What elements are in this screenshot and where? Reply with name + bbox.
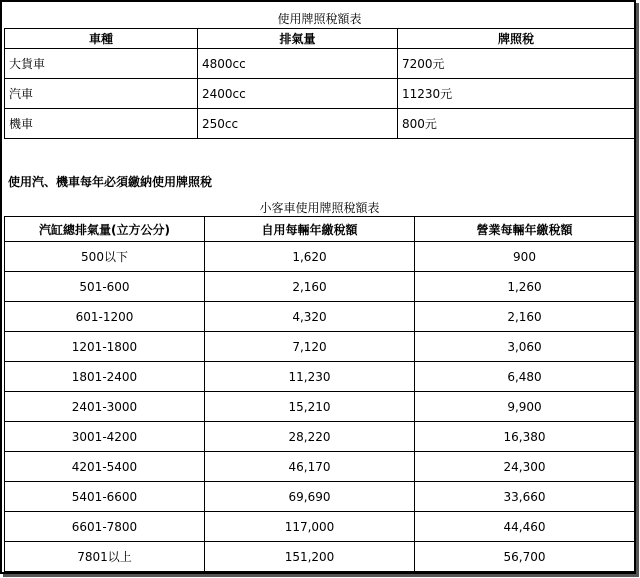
table-cell: 1801-2400	[5, 362, 205, 392]
table-cell: 6601-7800	[5, 512, 205, 542]
table-cell: 11230元	[398, 79, 635, 109]
table-cell: 900	[415, 242, 635, 272]
column-header: 營業每輛年繳稅額	[415, 217, 635, 242]
table-row	[5, 302, 635, 332]
passenger-car-tax-table-title: 小客車使用牌照稅額表	[259, 201, 380, 215]
table-header-row	[5, 217, 635, 242]
table-cell: 800元	[398, 109, 635, 139]
table-cell: 3,060	[415, 332, 635, 362]
table-cell: 5401-6600	[5, 482, 205, 512]
table-row	[5, 272, 635, 302]
table-row	[5, 49, 635, 79]
passenger-car-tax-table	[4, 201, 635, 572]
table-cell: 機車	[5, 109, 198, 139]
table-cell: 4800cc	[198, 49, 398, 79]
table-row	[5, 242, 635, 272]
column-header: 排氣量	[198, 29, 398, 49]
table-cell: 11,230	[205, 362, 415, 392]
column-header: 牌照稅	[398, 29, 635, 49]
column-header: 車種	[5, 29, 198, 49]
column-header: 自用每輛年繳稅額	[205, 217, 415, 242]
table-cell: 4201-5400	[5, 452, 205, 482]
table-row	[5, 109, 635, 139]
table-cell: 500以下	[5, 242, 205, 272]
table-row	[5, 512, 635, 542]
table-cell: 6,480	[415, 362, 635, 392]
table-cell: 4,320	[205, 302, 415, 332]
table-cell: 2400cc	[198, 79, 398, 109]
table-cell: 250cc	[198, 109, 398, 139]
table-cell: 大貨車	[5, 49, 198, 79]
table-cell: 501-600	[5, 272, 205, 302]
table-cell: 3001-4200	[5, 422, 205, 452]
table-cell: 2401-3000	[5, 392, 205, 422]
table-cell: 2,160	[415, 302, 635, 332]
table-row	[5, 482, 635, 512]
table-cell: 44,460	[415, 512, 635, 542]
table-row	[5, 392, 635, 422]
table-row	[5, 422, 635, 452]
table-cell: 69,690	[205, 482, 415, 512]
table-cell: 151,200	[205, 542, 415, 572]
table-cell: 1,620	[205, 242, 415, 272]
table-cell: 7,120	[205, 332, 415, 362]
table-row	[5, 362, 635, 392]
license-tax-table	[4, 10, 635, 139]
table-row	[5, 332, 635, 362]
table-cell: 1201-1800	[5, 332, 205, 362]
table-cell: 7200元	[398, 49, 635, 79]
table-cell: 9,900	[415, 392, 635, 422]
table-cell: 46,170	[205, 452, 415, 482]
table-cell: 24,300	[415, 452, 635, 482]
table-cell: 汽車	[5, 79, 198, 109]
table-row	[5, 79, 635, 109]
table-cell: 56,700	[415, 542, 635, 572]
table-header-row	[5, 29, 635, 49]
tax-note: 使用汽、機車每年必須繳納使用牌照稅	[8, 175, 213, 189]
column-header: 汽缸總排氣量(立方公分)	[5, 217, 205, 242]
table-row	[5, 542, 635, 572]
table-cell: 117,000	[205, 512, 415, 542]
table-cell: 2,160	[205, 272, 415, 302]
table-cell: 601-1200	[5, 302, 205, 332]
table-cell: 7801以上	[5, 542, 205, 572]
table-cell: 15,210	[205, 392, 415, 422]
table-cell: 28,220	[205, 422, 415, 452]
table-cell: 33,660	[415, 482, 635, 512]
table-cell: 16,380	[415, 422, 635, 452]
table-row	[5, 452, 635, 482]
table-cell: 1,260	[415, 272, 635, 302]
license-tax-table-title: 使用牌照稅額表	[277, 12, 362, 26]
